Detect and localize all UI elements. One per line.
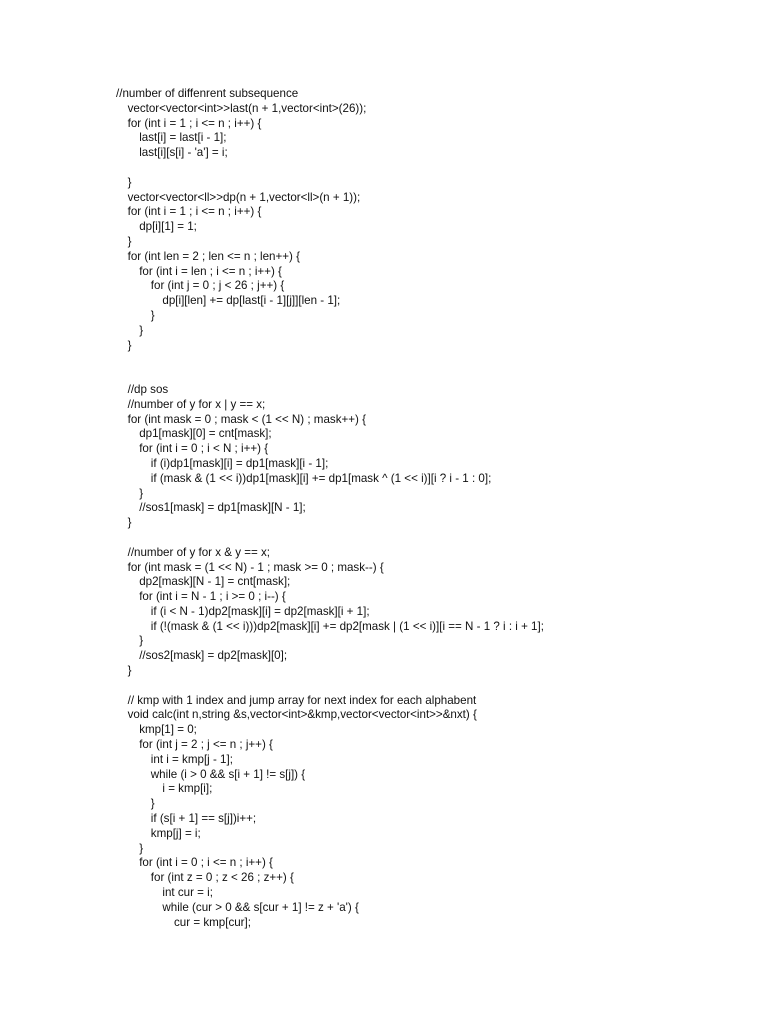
code-line: for (int len = 2 ; len <= n ; len++) { [127, 249, 300, 263]
code-line: cur = kmp[cur]; [174, 915, 251, 929]
blank-line [116, 679, 756, 694]
code-line: for (int j = 0 ; j < 26 ; j++) { [150, 279, 285, 293]
code-line: for (int mask = 0 ; mask < (1 << N) ; mask++) { [127, 412, 366, 426]
code-line: while (cur > 0 && s[cur + 1] != z + 'a') { [162, 900, 359, 914]
code-line: int i = kmp[j - 1]; [150, 752, 233, 766]
code-line: } [127, 175, 132, 189]
code-line: if (mask & (1 << i))dp1[mask][i] += dp1[mask ^ (1 << i)][i ? i - 1 : 0]; [150, 471, 492, 485]
code-line: //sos1[mask] = dp1[mask][N - 1]; [139, 501, 306, 515]
code-line: //dp sos [127, 382, 169, 396]
code-line: } [139, 841, 144, 855]
blank-line [116, 368, 756, 383]
code-line: } [127, 338, 132, 352]
code-line: } [139, 486, 144, 500]
code-line: } [150, 797, 155, 811]
code-line: dp[i][1] = 1; [139, 220, 197, 234]
code-line: } [127, 664, 132, 678]
code-line: dp1[mask][0] = cnt[mask]; [139, 427, 272, 441]
code-line: } [139, 634, 144, 648]
code-line: kmp[j] = i; [150, 826, 201, 840]
code-line: last[i] = last[i - 1]; [139, 131, 227, 145]
code-line: dp[i][len] += dp[last[i - 1][j]][len - 1]; [162, 294, 341, 308]
code-line: if (s[i + 1] == s[j])i++; [150, 812, 257, 826]
code-line: if (i)dp1[mask][i] = dp1[mask][i - 1]; [150, 456, 329, 470]
blank-line [116, 531, 756, 546]
code-line: for (int i = 1 ; i <= n ; i++) { [127, 116, 262, 130]
code-line: //sos2[mask] = dp2[mask][0]; [139, 649, 288, 663]
code-line: for (int i = 0 ; i < N ; i++) { [139, 442, 269, 456]
blank-line [116, 353, 756, 368]
code-line: } [150, 308, 155, 322]
code-line: for (int i = N - 1 ; i >= 0 ; i--) { [139, 590, 286, 604]
code-line: dp2[mask][N - 1] = cnt[mask]; [139, 575, 291, 589]
code-line: // kmp with 1 index and jump array for next index for each alphabent [127, 693, 477, 707]
code-line: for (int z = 0 ; z < 26 ; z++) { [150, 871, 294, 885]
code-line: //number of y for x | y == x; [127, 397, 266, 411]
code-line: for (int i = 0 ; i <= n ; i++) { [139, 856, 273, 870]
code-line: void calc(int n,string &s,vector<int>&kmp,vector<vector<int>>&nxt) { [127, 708, 477, 722]
code-line: } [127, 516, 132, 530]
code-line: vector<vector<int>>last(n + 1,vector<int>(26)); [127, 101, 367, 115]
code-line: for (int j = 2 ; j <= n ; j++) { [139, 738, 273, 752]
code-line: vector<vector<ll>>dp(n + 1,vector<ll>(n + 1)); [127, 190, 361, 204]
code-line: kmp[1] = 0; [139, 723, 197, 737]
code-line: if (!(mask & (1 << i)))dp2[mask][i] += dp2[mask | (1 << i)][i == N - 1 ? i : i + 1]; [150, 619, 544, 633]
code-line: if (i < N - 1)dp2[mask][i] = dp2[mask][i + 1]; [150, 604, 370, 618]
code-line: } [139, 323, 144, 337]
code-line: while (i > 0 && s[i + 1] != s[j]) { [150, 767, 306, 781]
code-line: last[i][s[i] - 'a'] = i; [139, 146, 228, 160]
code-line: i = kmp[i]; [162, 782, 213, 796]
code-line: for (int mask = (1 << N) - 1 ; mask >= 0 ; mask--) { [127, 560, 384, 574]
blank-line [116, 161, 756, 176]
code-line: for (int i = 1 ; i <= n ; i++) { [127, 205, 262, 219]
code-block [116, 87, 756, 930]
code-line: //number of y for x & y == x; [127, 545, 270, 559]
code-line: } [127, 234, 132, 248]
code-line: int cur = i; [162, 886, 213, 900]
code-line: //number of diffenrent subsequence [116, 87, 299, 100]
code-line: for (int i = len ; i <= n ; i++) { [139, 264, 282, 278]
